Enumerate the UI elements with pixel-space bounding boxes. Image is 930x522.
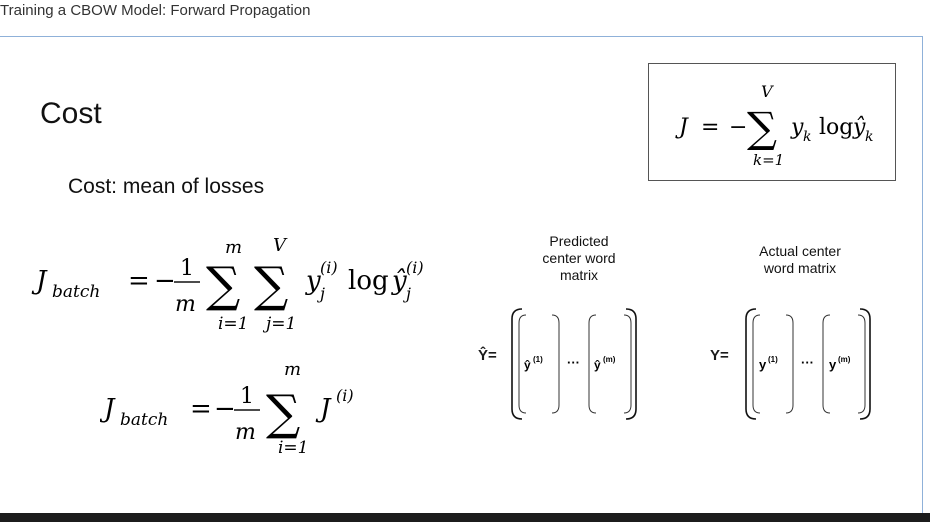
slide-heading: Cost bbox=[40, 97, 102, 130]
bf1-sum2-lower: j=1 bbox=[266, 314, 297, 334]
predicted-matrix bbox=[510, 305, 640, 423]
bf2-term-sup: (i) bbox=[336, 386, 354, 405]
formula-log: log bbox=[819, 115, 854, 140]
bf1-sum2-upper: V bbox=[273, 235, 286, 256]
formula-lhs: J bbox=[679, 115, 688, 140]
bf1-frac-den: m bbox=[175, 292, 196, 317]
bf1-log: log bbox=[348, 266, 389, 296]
predicted-col-first-sup: (1) bbox=[533, 355, 543, 364]
predicted-caption-line-3: matrix bbox=[559, 267, 599, 283]
bf1-yhat: ŷ bbox=[392, 266, 407, 296]
formula-minus: − bbox=[729, 115, 748, 140]
actual-matrix-caption bbox=[730, 243, 870, 277]
bf2-lhs: J bbox=[104, 394, 115, 424]
bf1-y-sup: (i) bbox=[320, 258, 338, 277]
bf2-minus: − bbox=[214, 394, 236, 424]
bf2-frac-num: 1 bbox=[240, 384, 254, 409]
bf2-sum-lower: i=1 bbox=[278, 438, 309, 455]
formula-sum-lower: k=1 bbox=[753, 151, 785, 169]
formula-sub-k: k bbox=[803, 129, 812, 145]
actual-col-last: y bbox=[829, 357, 837, 372]
bf1-sum1-upper: m bbox=[225, 237, 243, 258]
bf1-sigma-1: ∑ bbox=[206, 257, 241, 313]
bf2-frac-den: m bbox=[235, 420, 256, 445]
actual-col-last-sup: (m) bbox=[838, 355, 851, 364]
bf1-equals: = bbox=[128, 266, 150, 296]
bottom-bar bbox=[0, 513, 930, 522]
actual-caption-line-1: Actual center bbox=[759, 243, 841, 259]
actual-matrix-label: Y= bbox=[710, 347, 729, 364]
predicted-caption-line-2: center word bbox=[542, 250, 616, 266]
predicted-col-first: ŷ bbox=[524, 358, 531, 372]
actual-col-first: y bbox=[759, 357, 767, 372]
formula-sum-upper: V bbox=[761, 82, 773, 101]
formula-sub-k-2: k bbox=[865, 129, 874, 145]
bf1-frac-num: 1 bbox=[180, 256, 194, 281]
predicted-matrix-label: Ŷ= bbox=[478, 347, 497, 364]
actual-ellipsis: ··· bbox=[801, 355, 814, 370]
cost-formula bbox=[649, 64, 895, 180]
bf1-y: y bbox=[306, 266, 321, 296]
bf1-minus: − bbox=[154, 266, 176, 296]
bf2-sum-upper: m bbox=[284, 359, 302, 380]
predicted-matrix-caption bbox=[498, 233, 660, 284]
formula-sigma: ∑ bbox=[747, 103, 777, 152]
bf2-equals: = bbox=[190, 394, 212, 424]
bf1-sigma-2: ∑ bbox=[254, 257, 289, 313]
page-title: Training a CBOW Model: Forward Propagation bbox=[0, 2, 311, 19]
bf2-term: J bbox=[320, 394, 331, 424]
formula-term-yhat: ŷ bbox=[853, 115, 866, 140]
bf1-yhat-sup: (i) bbox=[406, 258, 424, 277]
bf2-lhs-sub: batch bbox=[120, 410, 169, 430]
bf1-yhat-sub: j bbox=[406, 284, 411, 303]
batch-cost-formula-double-sum bbox=[30, 217, 460, 347]
slide-canvas bbox=[0, 36, 923, 513]
bf1-lhs-sub: batch bbox=[52, 282, 101, 302]
bf2-sigma: ∑ bbox=[266, 385, 301, 441]
predicted-ellipsis: ··· bbox=[567, 355, 580, 370]
actual-matrix bbox=[744, 305, 874, 423]
bf1-y-sub: j bbox=[320, 284, 325, 303]
predicted-col-last: ŷ bbox=[594, 358, 601, 372]
actual-caption-line-2: word matrix bbox=[763, 260, 837, 276]
predicted-caption-line-1: Predicted bbox=[549, 233, 609, 249]
batch-cost-formula-mean bbox=[100, 355, 400, 455]
slide-subheading: Cost: mean of losses bbox=[68, 175, 265, 198]
predicted-col-last-sup: (m) bbox=[603, 355, 616, 364]
cost-formula-box bbox=[648, 63, 896, 181]
formula-equals: = bbox=[701, 115, 720, 140]
bf1-lhs: J bbox=[36, 266, 47, 296]
actual-col-first-sup: (1) bbox=[768, 355, 778, 364]
formula-term-y: y bbox=[791, 115, 804, 140]
bf1-sum1-lower: i=1 bbox=[218, 314, 249, 334]
